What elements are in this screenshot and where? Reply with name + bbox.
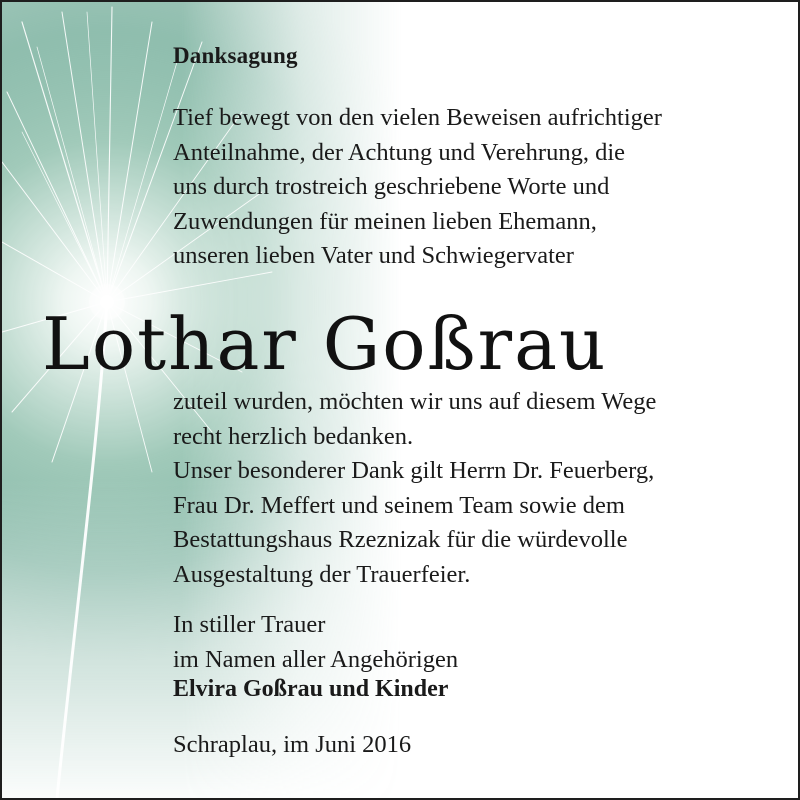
- mourning-paragraph: [173, 608, 458, 677]
- intro-line: Tief bewegt von den vielen Beweisen aufrichtiger: [173, 104, 662, 131]
- notice-text: [2, 2, 798, 798]
- intro-line: uns durch trostreich geschriebene Worte und: [173, 173, 610, 200]
- notice-heading: Danksagung: [173, 43, 298, 68]
- intro-line: Anteilnahme, der Achtung und Verehrung, die: [173, 138, 626, 166]
- signer-name: Elvira Goßrau und Kinder: [173, 676, 449, 702]
- intro-line: unseren lieben Vater und Schwiegervater: [173, 242, 574, 269]
- deceased-name: Lothar Goßrau: [42, 302, 608, 386]
- thanks-line: Frau Dr. Meffert und seinem Team sowie dem: [173, 491, 625, 519]
- mourning-line: im Namen aller Angehörigen: [173, 645, 459, 673]
- intro-paragraph: [173, 101, 662, 274]
- thanks-line: Bestattungshaus Rzeznizak für die würdevolle: [173, 526, 628, 553]
- thanks-line: Unser besonderer Dank gilt Herrn Dr. Feuerberg,: [173, 457, 655, 484]
- place-date: Schraplau, im Juni 2016: [173, 731, 412, 758]
- thanks-line: zuteil wurden, möchten wir uns auf diesem Wege: [173, 388, 657, 415]
- thanks-line: recht herzlich bedanken.: [173, 422, 414, 450]
- thanks-line: Ausgestaltung der Trauerfeier.: [173, 560, 471, 588]
- thanks-paragraph: [173, 385, 656, 592]
- intro-line: Zuwendungen für meinen lieben Ehemann,: [173, 207, 597, 235]
- mourning-line: In stiller Trauer: [173, 611, 326, 638]
